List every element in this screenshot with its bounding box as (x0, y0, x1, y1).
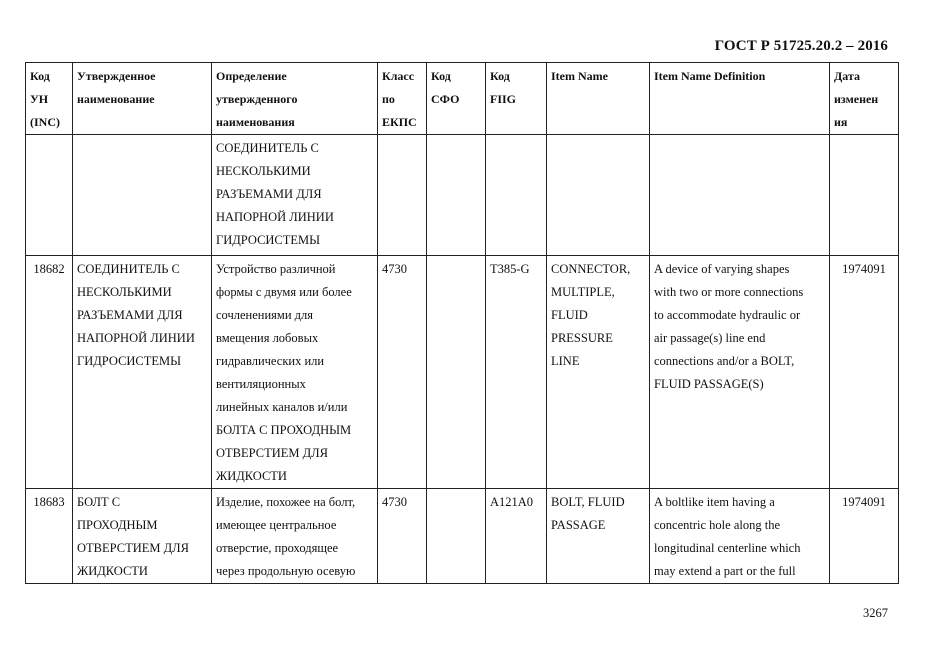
cell-line: Устройство различной (216, 262, 336, 276)
header-fiig-code (486, 63, 547, 135)
cell-line: ОТВЕРСТИЕМ ДЛЯ (216, 446, 328, 460)
cell-line: T385-G (490, 262, 530, 276)
cell-line: ГИДРОСИСТЕМЫ (77, 354, 182, 368)
page-number: 3267 (863, 606, 888, 620)
item-definition-cell (650, 489, 830, 584)
cell-line: A device of varying shapes (654, 262, 790, 276)
cell-line: FLUID PASSAGE(S) (654, 377, 764, 391)
cell-line: НАПОРНОЙ ЛИНИИ (77, 331, 195, 345)
cell-line: A boltlike item having a (654, 495, 775, 509)
document-standard-title: ГОСТ Р 51725.20.2 – 2016 (714, 38, 888, 54)
cell-line: ЖИДКОСТИ (77, 564, 148, 578)
cell-line: concentric hole along the (654, 518, 780, 532)
definition-cell (212, 489, 378, 584)
header-line: наименование (77, 92, 155, 106)
cell-line: вентиляционных (216, 377, 306, 391)
cell-line: 1974091 (842, 262, 886, 276)
header-line: наименования (216, 115, 295, 129)
cell-line: НАПОРНОЙ ЛИНИИ (216, 210, 334, 224)
header-line: СФО (431, 92, 460, 106)
item-name-cell (547, 256, 650, 489)
cell-line: 18682 (33, 262, 65, 276)
change-date-cell (830, 135, 899, 256)
cell-line: гидравлических или (216, 354, 325, 368)
cell-line: НЕСКОЛЬКИМИ (216, 164, 311, 178)
cell-line: НЕСКОЛЬКИМИ (77, 285, 172, 299)
fiig-code-cell (486, 489, 547, 584)
fiig-code-cell (486, 256, 547, 489)
header-line: Код (490, 69, 510, 83)
cell-line: 18683 (33, 495, 65, 509)
cell-line: РАЗЪЕМАМИ ДЛЯ (216, 187, 322, 201)
cell-line: Изделие, похожее на болт, (216, 495, 356, 509)
header-name-definition (212, 63, 378, 135)
sfo-code-cell (427, 135, 486, 256)
cell-line: air passage(s) line end (654, 331, 766, 345)
cell-line: БОЛТ С (77, 495, 121, 509)
cell-line: connections and/or a BOLT, (654, 354, 795, 368)
header-line: FIIG (490, 92, 517, 106)
header-line: Утвержденное (77, 69, 156, 83)
ekps-class-cell (378, 135, 427, 256)
header-line: ЕКПС (382, 115, 417, 129)
header-sfo-code (427, 63, 486, 135)
cell-line: FLUID (551, 308, 588, 322)
cell-line: ЖИДКОСТИ (216, 469, 287, 483)
cell-line: longitudinal centerline which (654, 541, 801, 555)
cell-line: линейных каналов и/или (216, 400, 348, 414)
approved-name-cell (73, 256, 212, 489)
header-line: (INC) (30, 115, 60, 129)
header-line: Класс (382, 69, 415, 83)
cell-line: формы с двумя или более (216, 285, 352, 299)
header-line: Код (30, 69, 50, 83)
approved-name-cell (73, 135, 212, 256)
change-date-cell (830, 489, 899, 584)
cell-line: to accommodate hydraulic or (654, 308, 801, 322)
cell-line: БОЛТА С ПРОХОДНЫМ (216, 423, 352, 437)
approved-name-cell (73, 489, 212, 584)
header-item-name-definition (650, 63, 830, 135)
definition-cell (212, 256, 378, 489)
ekps-class-cell (378, 489, 427, 584)
cell-line: ПРОХОДНЫМ (77, 518, 158, 532)
sfo-code-cell (427, 489, 486, 584)
inc-code-cell (26, 256, 73, 489)
cell-line: PASSAGE (551, 518, 606, 532)
cell-line: вмещения лобовых (216, 331, 319, 345)
items-table (25, 62, 899, 584)
inc-code-cell (26, 489, 73, 584)
change-date-cell (830, 256, 899, 489)
cell-line: may extend a part or the full (654, 564, 796, 578)
header-line: Код (431, 69, 451, 83)
header-approved-name (73, 63, 212, 135)
sfo-code-cell (427, 256, 486, 489)
cell-line: A121A0 (490, 495, 534, 509)
header-line: утвержденного (216, 92, 298, 106)
table-row (26, 256, 899, 489)
cell-line: имеющее центральное (216, 518, 337, 532)
cell-line: 4730 (382, 495, 407, 509)
header-line: УН (30, 92, 49, 106)
header-change-date (830, 63, 899, 135)
cell-line: BOLT, FLUID (551, 495, 625, 509)
cell-line: ГИДРОСИСТЕМЫ (216, 233, 321, 247)
header-line: Item Name Definition (654, 69, 766, 83)
cell-line: РАЗЪЕМАМИ ДЛЯ (77, 308, 183, 322)
table-row (26, 135, 899, 256)
cell-line: через продольную осевую (216, 564, 356, 578)
inc-code-cell (26, 135, 73, 256)
cell-line: CONNECTOR, (551, 262, 631, 276)
header-line: изменен (834, 92, 879, 106)
header-code-inc (26, 63, 73, 135)
table-row (26, 489, 899, 584)
header-line: Дата (834, 69, 860, 83)
cell-line: with two or more connections (654, 285, 804, 299)
ekps-class-cell (378, 256, 427, 489)
header-line: Item Name (551, 69, 608, 83)
cell-line: PRESSURE (551, 331, 613, 345)
header-line: Определение (216, 69, 287, 83)
definition-cell (212, 135, 378, 256)
cell-line: СОЕДИНИТЕЛЬ С (77, 262, 180, 276)
cell-line: отверстие, проходящее (216, 541, 339, 555)
table-header-row (26, 63, 899, 135)
table-body (26, 135, 899, 584)
fiig-code-cell (486, 135, 547, 256)
cell-line: 1974091 (842, 495, 886, 509)
cell-line: сочленениями для (216, 308, 313, 322)
cell-line: MULTIPLE, (551, 285, 615, 299)
cell-line: СОЕДИНИТЕЛЬ С (216, 141, 319, 155)
header-line: по (382, 92, 395, 106)
cell-line: LINE (551, 354, 580, 368)
header-item-name (547, 63, 650, 135)
header-line: ия (834, 115, 848, 129)
item-name-cell (547, 135, 650, 256)
item-definition-cell (650, 135, 830, 256)
cell-line: ОТВЕРСТИЕМ ДЛЯ (77, 541, 189, 555)
item-definition-cell (650, 256, 830, 489)
header-ekps-class (378, 63, 427, 135)
item-name-cell (547, 489, 650, 584)
cell-line: 4730 (382, 262, 407, 276)
